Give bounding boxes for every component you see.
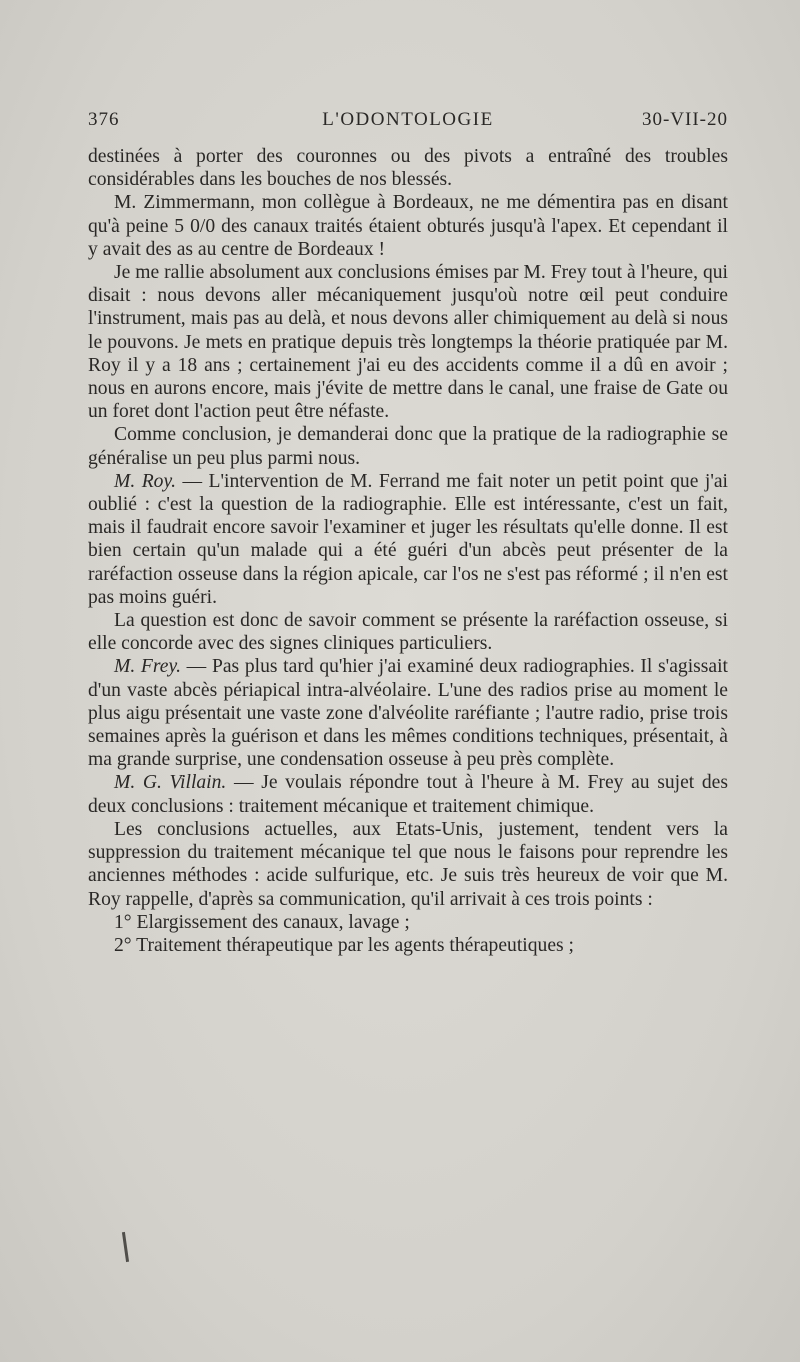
paragraph: Je me rallie absolument aux conclusions émises par M. Frey tout à l'heure, qui disait : nous devons aller mécaniquement jusqu'où notre œil peut conduire l'instrument, mais pas au delà, et nous devons aller chimiquement au delà si nous le pouvons. Je mets en pratique depuis très longtemps la théorie pratiquée par M. Roy il y a 18 ans ; certainement j'ai eu des accidents comme il a dû en avoir ; nous en aurons encore, mais j'évite de mettre dans le canal, une fraise de Gate ou un foret dont l'action peut être néfaste. xyxy=(88,262,728,423)
paragraph: destinées à porter des couronnes ou des pivots a entraîné des troubles considérables dans les bouches de nos blessés. xyxy=(88,146,728,191)
list-item: 2° Traitement thérapeutique par les agents thérapeutiques ; xyxy=(114,934,574,956)
speaker-name: M. Frey. xyxy=(114,656,181,678)
speech-text: — Pas plus tard qu'hier j'ai examiné deux radiographies. Il s'agissait d'un vaste abcès périapical intra-alvéolaire. L'une des radios prise au moment le plus aigu présentait une vaste zone d'alvéolite raréfiante ; l'autre radio, prise trois semaines après la guérison et dans les mêmes conditions techniques, présentait, à ma grande surprise, une condensation osseuse à peu près complète. xyxy=(88,656,728,771)
speech-text: — L'intervention de M. Ferrand me fait noter un petit point que j'ai oublié : c'est la question de la radiographie. Elle est intéressante, c'est un fait, mais il faudrait encore savoir l'examiner et juger les résultats qu'elle donne. Il est bien certain qu'un malade qui a été guéri d'un abcès peut présenter de la raréfaction osseuse dans la région apicale, car l'os ne s'est pas réformé ; il n'en est pas moins guéri. xyxy=(88,470,728,608)
paragraph: La question est donc de savoir comment se présente la raréfaction osseuse, si elle concorde avec des signes cliniques particuliers. xyxy=(88,610,728,655)
speech-text: — Je voulais répondre tout à l'heure à M. Frey au sujet des deux conclusions : traitement mécanique et traitement chimique. xyxy=(88,772,728,817)
list-item: 1° Elargissement des canaux, lavage ; xyxy=(114,911,410,933)
numbered-list xyxy=(88,911,728,957)
paragraph xyxy=(88,655,728,771)
paragraph: M. Zimmermann, mon collègue à Bordeaux, ne me démentira pas en disant qu'à peine 5 0/0 des canaux traités étaient obturés jusqu'à l'apex. Et cependant il y avait des as au centre de Bordeaux ! xyxy=(88,192,728,260)
journal-title: L'ODONTOLOGIE xyxy=(322,109,494,130)
speaker-name: M. G. Villain. xyxy=(114,772,227,794)
body-text xyxy=(88,145,728,957)
paragraph xyxy=(88,771,728,817)
speaker-name: M. Roy. xyxy=(114,470,176,492)
paragraph xyxy=(88,470,728,609)
running-header xyxy=(88,109,728,135)
issue-date: 30-VII-20 xyxy=(641,109,728,130)
paragraph: Les conclusions actuelles, aux Etats-Unis, justement, tendent vers la suppression du traitement mécanique tel que nous le faisons pour reprendre les anciennes méthodes : acide sulfurique, etc. Je suis très heureux de voir que M. Roy rappelle, d'après sa communication, qu'il arrivait à ces trois points : xyxy=(88,818,728,910)
paragraph: Comme conclusion, je demanderai donc que la pratique de la radiographie se généralise un peu plus parmi nous. xyxy=(88,424,728,469)
ink-mark xyxy=(122,1232,129,1262)
page-number: 376 xyxy=(88,109,120,130)
